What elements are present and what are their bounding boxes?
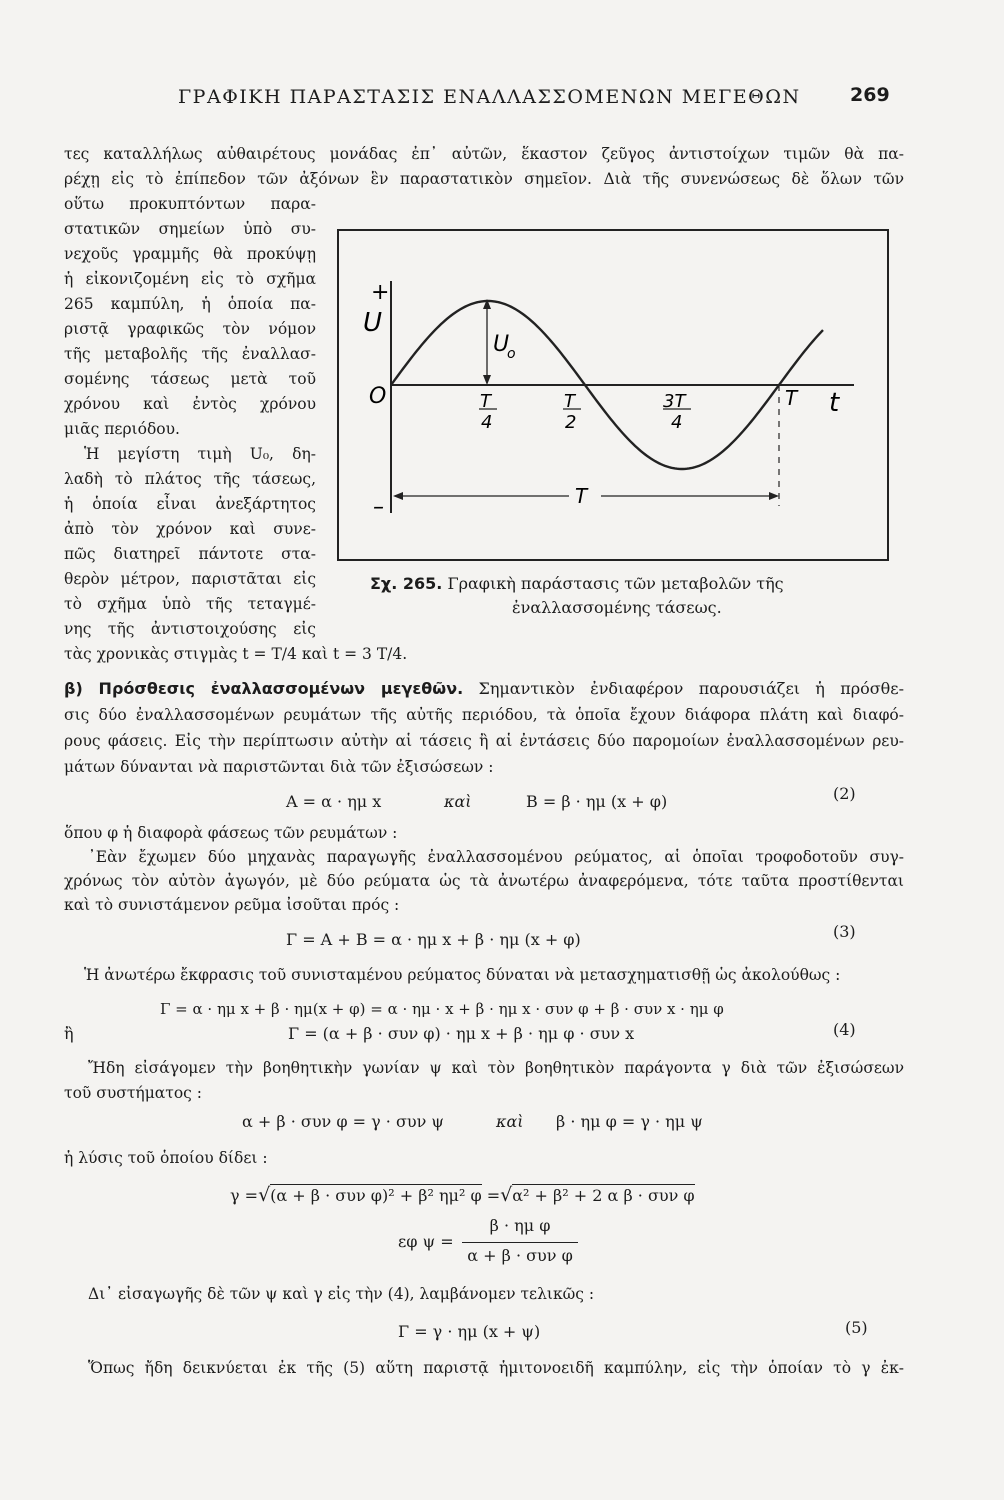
sqrt-sign: √ bbox=[258, 1184, 271, 1206]
origin-label: O bbox=[369, 384, 387, 409]
psi-lhs: εφ ψ = bbox=[398, 1232, 454, 1251]
figure-265 bbox=[337, 229, 889, 561]
t-3quarter-num: 3T bbox=[663, 391, 686, 412]
sine-wave-diagram bbox=[339, 231, 887, 559]
column-line: 265 καμπύλη, ἡ ὁποία πα- bbox=[64, 295, 316, 313]
period-label: T bbox=[575, 484, 588, 508]
column-line: τῆς μεταβολῆς τῆς ἐναλλασ- bbox=[64, 345, 316, 363]
column-line: πῶς διατηρεῖ πάντοτε στα- bbox=[64, 545, 316, 563]
period-arrowhead-left bbox=[393, 492, 403, 500]
t-half-den: 2 bbox=[565, 412, 577, 433]
section-first-line bbox=[64, 679, 904, 699]
column-line: σομένης τάσεως μετὰ τοῦ bbox=[64, 370, 316, 388]
equation-2-right: B = β · ημ (x + φ) bbox=[526, 792, 668, 811]
system-eq-right: β · ημ φ = γ · ημ ψ bbox=[556, 1112, 703, 1131]
column-line: ἡ ὁποία εἶναι ἀνεξάρτητος bbox=[64, 495, 316, 513]
equation-2-and: καὶ bbox=[444, 792, 472, 811]
t-half-num: T bbox=[564, 391, 575, 412]
column-line: τὸ σχῆμα ὑπὸ τῆς τεταγμέ- bbox=[64, 595, 316, 613]
text-line: ρους φάσεις. Εἰς τὴν περίπτωσιν αὐτὴν αἱ τάσεις ἢ αἱ ἐντάσεις δύο παρομοίων ἐναλλασσομένων ρευ- bbox=[64, 732, 904, 750]
equation-4b: Γ = (α + β · συν φ) · ημ x + β · ημ φ · συν x bbox=[288, 1024, 635, 1043]
text-line: Ἤδη εἰσάγομεν τὴν βοηθητικὴν γωνίαν ψ καὶ τὸν βοηθητικὸν παράγοντα γ διὰ τῶν ἐξισώσεων bbox=[88, 1059, 904, 1077]
column-line: ἡ εἰκονιζομένη εἰς τὸ σχῆμα bbox=[64, 270, 316, 288]
column-line: στατικῶν σημείων ὑπὸ συ- bbox=[64, 220, 316, 238]
amplitude-label: U bbox=[493, 332, 510, 357]
text-line: ἡ λύσις τοῦ ὁποίου δίδει : bbox=[64, 1149, 268, 1167]
column-line: θερὸν μέτρον, παριστᾶται εἰς bbox=[64, 570, 316, 588]
text-line: Δι᾽ εἰσαγωγῆς δὲ τῶν ψ καὶ γ εἰς τὴν (4), λαμβάνομεν τελικῶς : bbox=[88, 1285, 595, 1303]
equation-4a: Γ = α · ημ x + β · ημ(x + φ) = α · ημ · x + β · ημ x · συν φ + β · συν x · ημ φ bbox=[160, 1000, 724, 1018]
text-line: χρόνως τὸν αὐτὸν ἀγωγόν, μὲ δύο ρεύματα ὡς τὰ ἀνωτέρω ἀναφερόμενα, τότε ταῦτα προστίθενται bbox=[64, 872, 904, 890]
text-line: καὶ τὸ συνιστάμενον ρεῦμα ἰσοῦται πρός : bbox=[64, 896, 400, 914]
sqrt-radicand-2: α² + β² + 2 α β · συν φ bbox=[512, 1186, 695, 1205]
text-line: Ὅπως ἤδη δεικνύεται ἐκ τῆς (5) αὕτη παριστᾷ ἡμιτονοειδῆ καμπύλην, εἰς τὴν ὁποίαν τὸ γ ἐκ- bbox=[88, 1359, 904, 1377]
t-3quarter-den: 4 bbox=[671, 412, 683, 433]
system-eq-and: καὶ bbox=[496, 1112, 524, 1131]
caption-text-2: ἐναλλασσομένης τάσεως. bbox=[512, 598, 722, 617]
column-line: νης τῆς ἀντιστοιχούσης εἰς bbox=[64, 620, 316, 638]
column-line: ριστᾷ γραφικῶς τὸν νόμον bbox=[64, 320, 316, 338]
column-line: μιᾶς περιόδου. bbox=[64, 420, 180, 438]
section-heading: β) Πρόσθεσις ἐναλλασσομένων μεγεθῶν. bbox=[64, 679, 464, 698]
t-period-label: T bbox=[785, 386, 798, 410]
plus-label: + bbox=[371, 280, 390, 305]
gamma-eq: = bbox=[486, 1186, 501, 1205]
text-line: Ἡ ἀνωτέρω ἔκφρασις τοῦ συνισταμένου ρεύματος δύναται νὰ μετασχηματισθῇ ὡς ἀκολούθως : bbox=[84, 966, 841, 984]
amplitude-subscript: o bbox=[507, 346, 516, 362]
caption-text: Γραφικὴ παράστασις τῶν μεταβολῶν τῆς bbox=[447, 574, 784, 593]
column-line: λαδὴ τὸ πλάτος τῆς τάσεως, bbox=[64, 470, 316, 488]
text-line: ὅπου φ ἡ διαφορὰ φάσεως τῶν ρευμάτων : bbox=[64, 824, 398, 842]
t-quarter-den: 4 bbox=[481, 412, 493, 433]
period-arrowhead-right bbox=[769, 492, 779, 500]
u-axis-label: U bbox=[363, 308, 383, 338]
page-number: 269 bbox=[850, 84, 890, 106]
amplitude-arrowhead-down bbox=[483, 375, 491, 385]
minus-label: – bbox=[373, 495, 384, 520]
equation-number: (3) bbox=[833, 922, 856, 941]
column-line: χρόνου καὶ ἐντὸς χρόνου bbox=[64, 395, 316, 413]
equation-5: Γ = γ · ημ (x + ψ) bbox=[398, 1322, 541, 1341]
psi-fraction-bar bbox=[462, 1242, 578, 1243]
text-line: ᾽Εὰν ἔχωμεν δύο μηχανὰς παραγωγῆς ἐναλλασσομένου ρεύματος, αἱ ὁποῖαι τροφοδοτοῦν συγ- bbox=[88, 848, 904, 866]
gamma-lhs: γ = bbox=[230, 1186, 259, 1205]
equation-number: (5) bbox=[845, 1318, 868, 1337]
column-line: νεχοῦς γραμμῆς θὰ προκύψῃ bbox=[64, 245, 316, 263]
figure-caption bbox=[370, 574, 784, 593]
running-header bbox=[0, 86, 1004, 116]
t-quarter-num: T bbox=[480, 391, 491, 412]
column-line: Ἡ μεγίστη τιμὴ U₀, δη- bbox=[84, 445, 316, 463]
sqrt-radicand-1: (α + β · συν φ)² + β² ημ² φ bbox=[270, 1186, 482, 1205]
equation-4-or: ἢ bbox=[64, 1024, 74, 1043]
caption-label: Σχ. 265. bbox=[370, 574, 443, 593]
column-line: οὕτω προκυπτόντων παρα- bbox=[64, 195, 316, 213]
psi-denominator: α + β · συν φ bbox=[467, 1246, 573, 1265]
text-line: ρέχῃ εἰς τὸ ἐπίπεδον τῶν ἀξόνων ἓν παραστατικὸν σημεῖον. Διὰ τῆς συνενώσεως δὲ ὅλων τῶν bbox=[64, 170, 904, 188]
column-line: τὰς χρονικὰς στιγμὰς t = T/4 καὶ t = 3 T/4. bbox=[64, 645, 408, 663]
system-eq-left: α + β · συν φ = γ · συν ψ bbox=[242, 1112, 444, 1131]
text-line: τες καταλλήλως αὐθαιρέτους μονάδας ἐπ᾽ αὐτῶν, ἕκαστον ζεῦγος ἀντιστοίχων τιμῶν θὰ πα- bbox=[64, 145, 904, 163]
equation-3: Γ = A + B = α · ημ x + β · ημ (x + φ) bbox=[286, 930, 581, 949]
text-line: μάτων δύνανται νὰ παριστῶνται διὰ τῶν ἐξισώσεων : bbox=[64, 758, 494, 776]
text-line: τοῦ συστήματος : bbox=[64, 1084, 202, 1102]
equation-number: (2) bbox=[833, 784, 856, 803]
column-line: ἀπὸ τὸν χρόνον καὶ συνε- bbox=[64, 520, 316, 538]
section-first-text: Σημαντικὸν ἐνδιαφέρον παρουσιάζει ἡ πρόσθε- bbox=[478, 679, 904, 698]
equation-number: (4) bbox=[833, 1020, 856, 1039]
text-line: σις δύο ἐναλλασσομένων ρευμάτων τῆς αὐτῆς περιόδου, τὰ ὁποῖα ἔχουν διάφορα πλάτη καὶ διαφό- bbox=[64, 706, 904, 724]
header-title: ΓΡΑΦΙΚΗ ΠΑΡΑΣΤΑΣΙΣ ΕΝΑΛΛΑΣΣΟΜΕΝΩΝ ΜΕΓΕΘΩΝ bbox=[178, 86, 801, 108]
psi-numerator: β · ημ φ bbox=[489, 1216, 551, 1235]
equation-2-left: A = α · ημ x bbox=[286, 792, 382, 811]
time-axis-label: t bbox=[829, 388, 840, 418]
sqrt-sign: √ bbox=[500, 1184, 513, 1206]
gamma-equation bbox=[230, 1184, 695, 1206]
